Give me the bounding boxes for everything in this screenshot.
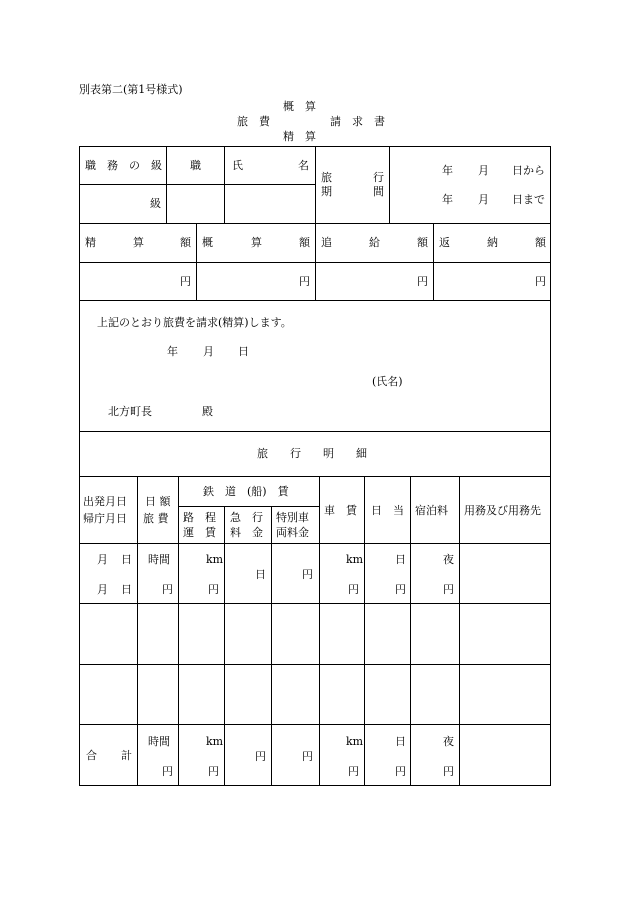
grade-label: 級 — [150, 197, 161, 210]
position-label: 職 — [190, 159, 201, 172]
col-lodging: 宿泊料 — [415, 504, 448, 517]
col-special-1: 特別車 — [276, 511, 309, 524]
col-daily-1: 日 額 — [145, 495, 171, 508]
col-route-1: 路 程 — [183, 511, 216, 524]
addressee: 北方町長 — [108, 405, 152, 418]
col-express-2: 料 金 — [230, 526, 263, 539]
title-claim: 請 求 書 — [330, 115, 385, 128]
to-year: 年 — [442, 193, 453, 206]
col-return: 帰庁月日 — [83, 512, 127, 525]
col-purpose: 用務及び用務先 — [464, 504, 541, 517]
title-travel-expense: 旅 費 — [237, 115, 270, 128]
to-month: 月 — [478, 193, 489, 206]
additional-amount-unit: 円 — [417, 275, 428, 288]
col-depart: 出発月日 — [83, 495, 127, 508]
col-route-2: 運 賃 — [183, 526, 216, 539]
settlement-amount-unit: 円 — [180, 275, 191, 288]
from-year: 年 — [442, 164, 453, 177]
title-settlement: 精 算 — [283, 130, 316, 143]
col-rail: 鉄 道 (船) 賃 — [203, 485, 289, 498]
name-label: 氏 — [232, 159, 243, 172]
col-daily-2: 旅 費 — [143, 512, 169, 525]
statement-month: 月 — [203, 345, 214, 358]
from-day: 日から — [512, 164, 545, 177]
from-month: 月 — [478, 164, 489, 177]
claim-statement: 上記のとおり旅費を請求(精算)します。 — [97, 316, 292, 329]
col-special-2: 両料金 — [276, 526, 309, 539]
signature-label: (氏名) — [372, 375, 403, 388]
honorific: 殿 — [202, 405, 213, 418]
col-car: 車 賃 — [324, 504, 357, 517]
estimate-amount-unit: 円 — [299, 275, 310, 288]
statement-day: 日 — [238, 345, 249, 358]
form-label: 別表第二(第1号様式) — [79, 83, 183, 96]
refund-amount-unit: 円 — [535, 275, 546, 288]
name-label-2: 名 — [298, 159, 309, 172]
statement-year: 年 — [167, 345, 178, 358]
title-estimate: 概 算 — [283, 100, 316, 113]
details-title: 旅 行 明 細 — [257, 447, 367, 460]
position-grade-label: 職 務 の 級 — [85, 159, 162, 172]
col-express-1: 急 行 — [230, 511, 263, 524]
col-per-diem: 日 当 — [371, 504, 404, 517]
to-day: 日まで — [512, 193, 545, 206]
